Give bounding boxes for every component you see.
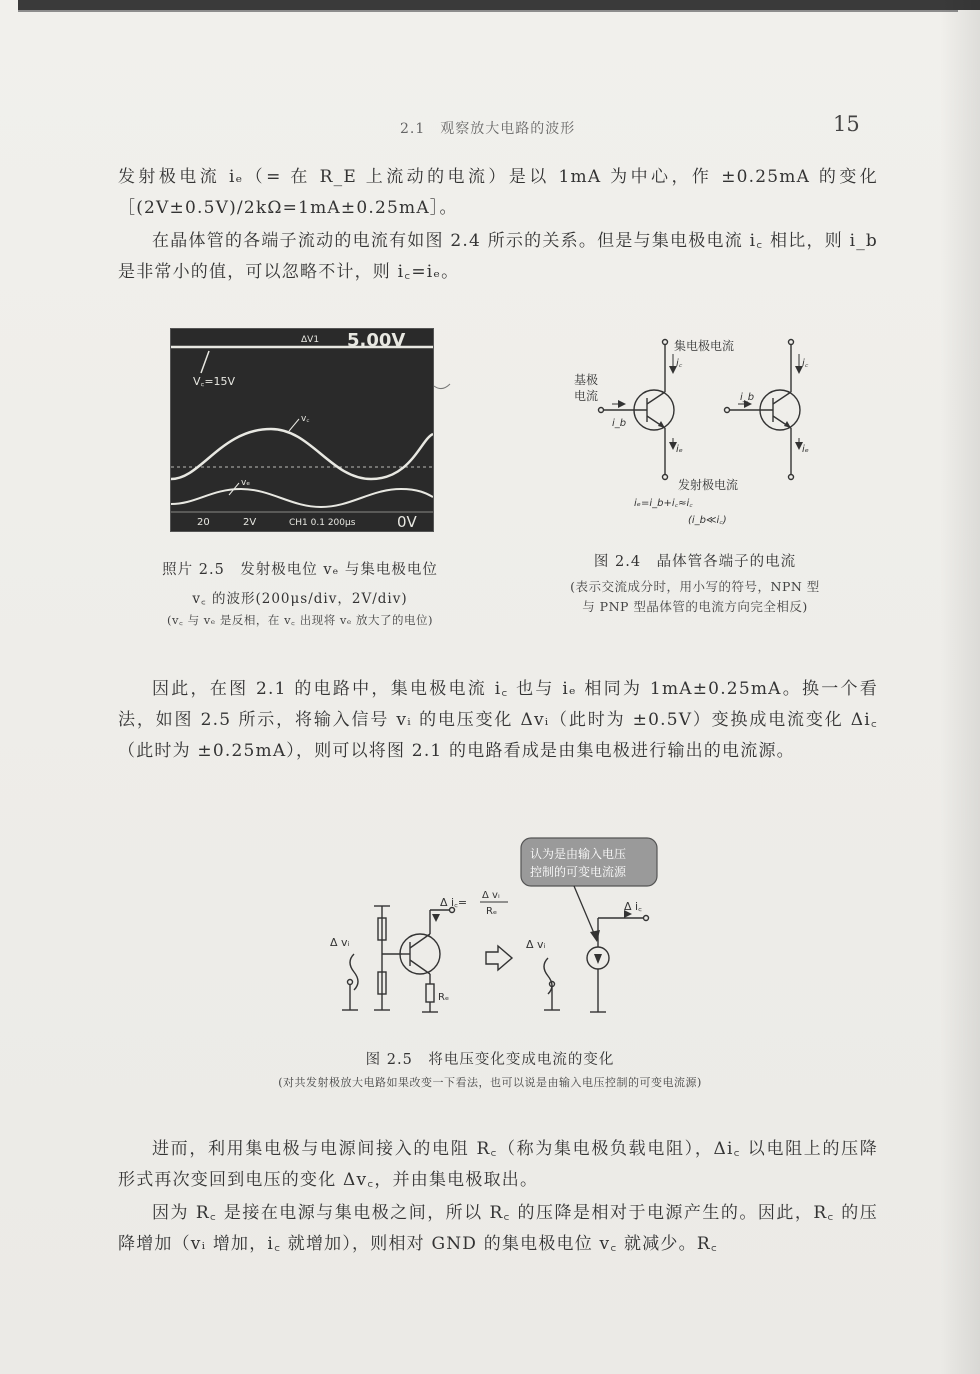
figure-2-5-caption xyxy=(180,1048,800,1093)
scope-delta-value: 5.00V xyxy=(347,330,406,351)
ib-label-right: i_b xyxy=(740,392,755,403)
callout-line-2: 控制的可变电流源 xyxy=(530,865,627,879)
ic-label-right: i꜀ xyxy=(802,358,809,369)
current-relation: iₑ=i_b+i꜀≈i꜀ xyxy=(634,498,693,509)
ve-trace-label: vₑ xyxy=(241,478,251,488)
figure-2-4-caption-title: 图 2.4 晶体管各端子的电流 xyxy=(593,554,797,570)
photo-caption-title: 照片 2.5 发射极电位 vₑ 与集电极电位 xyxy=(162,562,438,578)
re-label: Rₑ xyxy=(438,992,450,1003)
running-header: 2.1 观察放大电路的波形 xyxy=(400,121,576,137)
figure-2-5-diagram xyxy=(326,834,666,1024)
scope-timebase: CH1 0.1 200μs xyxy=(289,518,356,528)
vcc-label: V꜀=15V xyxy=(193,375,236,388)
oscilloscope-photo xyxy=(170,328,434,532)
scan-shadow-right xyxy=(940,0,980,1374)
vc-trace-label: v꜀ xyxy=(301,414,310,424)
photo-edge-mark xyxy=(432,378,452,398)
paragraph-1: 发射极电流 iₑ（= 在 R_E 上流动的电流）是以 1mA 为中心，作 ±0.25mA 的变化［(2V±0.5V)/2kΩ=1mA±0.25mA］。 xyxy=(118,167,878,218)
delta-vi-left: Δ vᵢ xyxy=(330,936,350,949)
scope-delta-label: ΔV1 xyxy=(301,335,320,345)
scope-ch1: 20 xyxy=(197,517,210,528)
figure-2-4-caption xyxy=(520,550,870,617)
paragraph-3: 因此，在图 2.1 的电路中，集电极电流 i꜀ 也与 iₑ 相同为 1mA±0.25mA。换一个看法，如图 2.5 所示，将输入信号 vᵢ 的电压变化 Δvᵢ（此时为 ±0.5V）变换成电流变化 Δi꜀（此时为 ±0.25mA），则可以将图 2.1 的电路看成是由集电极进行输出的电流源。 xyxy=(118,679,878,761)
oscilloscope-screen xyxy=(171,329,433,531)
page-number: 15 xyxy=(833,112,860,136)
paragraph-4: 进而，利用集电极与电源间接入的电阻 R꜀（称为集电极负载电阻），Δi꜀ 以电阻上的压降形式再次变回到电压的变化 Δv꜀，并由集电极取出。 xyxy=(118,1139,878,1190)
figure-2-4-caption-sub2: 与 PNP 型晶体管的电流方向完全相反) xyxy=(582,599,808,614)
collector-current-label: 集电极电流 xyxy=(674,339,735,353)
ib-label-left: i_b xyxy=(612,418,627,429)
ie-label-right: iₑ xyxy=(802,444,809,455)
scan-edge-line xyxy=(18,10,958,12)
paragraph-5: 因为 R꜀ 是接在电源与集电极之间，所以 R꜀ 的压降是相对于电源产生的。因此，R꜀ 的压降增加（vᵢ 增加，i꜀ 就增加），则相对 GND 的集电极电位 v꜀ 就减少。R꜀ xyxy=(118,1203,878,1254)
delta-ic-formula: Δ i꜀= xyxy=(440,896,468,909)
formula-denominator: Rₑ xyxy=(486,906,498,917)
figure-2-5-caption-sub: (对共发射极放大电路如果改变一下看法，也可以说是由输入电压控制的可变电流源) xyxy=(278,1076,702,1089)
current-condition: (i_b≪i꜀) xyxy=(688,515,727,526)
emitter-current-label: 发射极电流 xyxy=(678,478,739,492)
formula-numerator: Δ vᵢ xyxy=(482,890,500,901)
callout-line-1: 认为是由输入电压 xyxy=(530,847,627,861)
photo-caption-title2: v꜀ 的波形(200μs/div，2V/div) xyxy=(192,591,408,607)
paragraph-2: 在晶体管的各端子流动的电流有如图 2.4 所示的关系。但是与集电极电流 i꜀ 相比，则 i_b 是非常小的值，可以忽略不计，则 i꜀=iₑ。 xyxy=(118,231,878,282)
figure-2-4-caption-sub1: (表示交流成分时，用小写的符号，NPN 型 xyxy=(570,579,820,594)
ic-label-left: i꜀ xyxy=(676,358,683,369)
photo-2-5-caption xyxy=(140,558,460,630)
scope-ch2: 2V xyxy=(243,517,257,528)
delta-ic-right: Δ i꜀ xyxy=(624,900,642,913)
scan-edge-top xyxy=(18,0,980,10)
figure-2-4-diagram xyxy=(568,334,828,534)
figure-2-5-caption-title: 图 2.5 将电压变化变成电流的变化 xyxy=(365,1052,615,1068)
base-current-label-1: 基极 xyxy=(574,373,599,387)
delta-vi-right: Δ vᵢ xyxy=(526,938,546,951)
ie-label-left: iₑ xyxy=(676,444,683,455)
base-current-label-2: 电流 xyxy=(574,389,599,403)
scope-zero: 0V xyxy=(397,513,417,531)
photo-caption-note: (v꜀ 与 vₑ 是反相，在 v꜀ 出现将 vₑ 放大了的电位) xyxy=(167,613,433,627)
